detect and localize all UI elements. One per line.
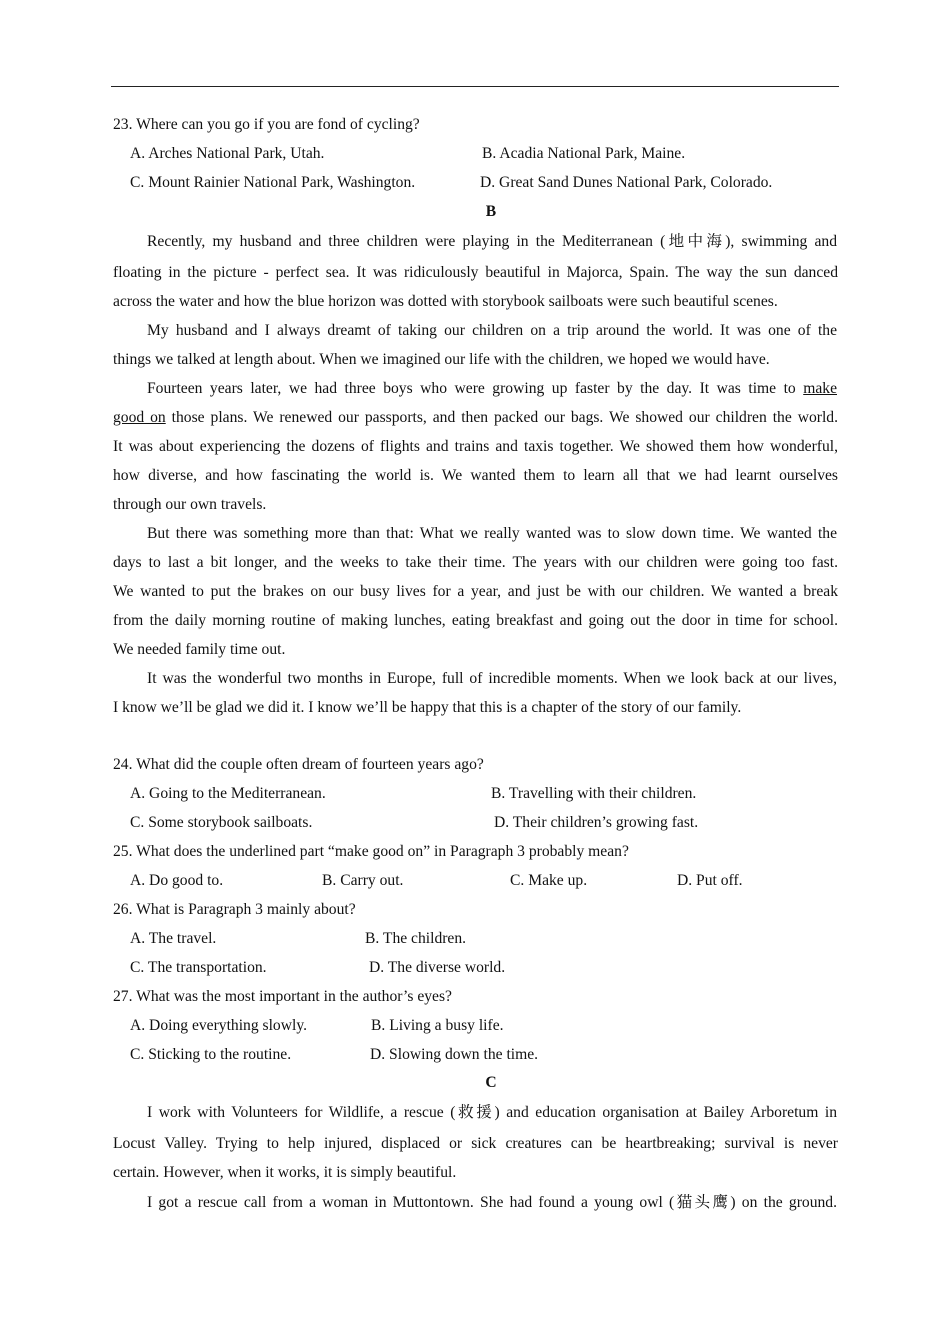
p3-text: those plans. We renewed our passports, and then packed our bags. We showed our children the world. (165, 409, 838, 426)
section-b-heading: B (485, 203, 497, 220)
section-b-p3-line1 (147, 379, 837, 399)
q26-question: 26. What is Paragraph 3 mainly about? (113, 901, 356, 918)
section-b-p2-line1: My husband and I always dreamt of taking our children on a trip around the world. It was one of the (147, 322, 837, 339)
section-b-p1-line1: Recently, my husband and three children were playing in the Mediterranean (地中海), swimming and (147, 233, 837, 250)
section-b-p4-line3: We wanted to put the brakes on our busy lives for a year, and just be with our children. We wanted a break (113, 583, 838, 600)
q25-option-d: D. Put off. (677, 872, 743, 889)
section-b-p3-line4: how diverse, and how fascinating the world is. We wanted them to learn all that we had learnt ourselves (113, 467, 838, 484)
section-b-p1-line3: across the water and how the blue horizon was dotted with storybook sailboats were such beautiful scenes. (113, 293, 778, 310)
q23-option-c: C. Mount Rainier National Park, Washington. (130, 174, 416, 191)
section-c-p1-line1: I work with Volunteers for Wildlife, a rescue (救援) and education organisation at Bailey Arboretum in (147, 1104, 837, 1121)
q26-option-a: A. The travel. (130, 930, 217, 947)
underlined-phrase: make (803, 380, 837, 397)
section-b-p4-line5: We needed family time out. (113, 641, 286, 658)
q24-option-c: C. Some storybook sailboats. (130, 814, 313, 831)
q27-option-b: B. Living a busy life. (371, 1017, 504, 1034)
section-b-p3-line5: through our own travels. (113, 496, 267, 513)
q26-option-b: B. The children. (365, 930, 467, 947)
section-b-p5-line1: It was the wonderful two months in Europe, full of incredible moments. When we look back at our lives, (147, 670, 837, 687)
q23-option-d: D. Great Sand Dunes National Park, Colorado. (480, 174, 773, 191)
section-b-p2-line2: things we talked at length about. When we imagined our life with the children, we hoped we would have. (113, 351, 770, 368)
q23-question: 23. Where can you go if you are fond of cycling? (113, 116, 420, 133)
q24-question: 24. What did the couple often dream of fourteen years ago? (113, 756, 484, 773)
q26-option-d: D. The diverse world. (369, 959, 506, 976)
q25-question: 25. What does the underlined part “make good on” in Paragraph 3 probably mean? (113, 843, 629, 860)
section-b-p4-line4: from the daily morning routine of making lunches, eating breakfast and going out the door in time for school. (113, 612, 838, 629)
section-c-p2-line1: I got a rescue call from a woman in Muttontown. She had found a young owl (猫头鹰) on the ground. (147, 1194, 837, 1211)
section-c-p1-line2: Locust Valley. Trying to help injured, displaced or sick creatures can be heartbreaking; survival is never (113, 1135, 838, 1152)
section-c-heading: C (485, 1074, 497, 1091)
q27-option-a: A. Doing everything slowly. (130, 1017, 307, 1034)
q25-option-b: B. Carry out. (322, 872, 404, 889)
q26-option-c: C. The transportation. (130, 959, 267, 976)
q27-option-c: C. Sticking to the routine. (130, 1046, 292, 1063)
q25-option-a: A. Do good to. (130, 872, 224, 889)
underlined-phrase: good on (113, 409, 166, 426)
q24-option-b: B. Travelling with their children. (491, 785, 697, 802)
q23-option-b: B. Acadia National Park, Maine. (482, 145, 686, 162)
section-b-p4-line2: days to last a bit longer, and the weeks to take their time. The years with our children were going too fast. (113, 554, 838, 571)
q27-option-d: D. Slowing down the time. (370, 1046, 539, 1063)
section-b-p5-line2: I know we’ll be glad we did it. I know we’ll be happy that this is a chapter of the story of our family. (113, 699, 742, 716)
section-b-p4-line1: But there was something more than that: What we really wanted was to slow down time. We wanted the (147, 525, 837, 542)
section-c-p1-line3: certain. However, when it works, it is simply beautiful. (113, 1164, 457, 1181)
q24-option-d: D. Their children’s growing fast. (494, 814, 699, 831)
section-b-p1-line2: floating in the picture - perfect sea. It was ridiculously beautiful in Majorca, Spain. The way the sun danced (113, 264, 838, 281)
header-rule (111, 86, 839, 87)
q27-question: 27. What was the most important in the author’s eyes? (113, 988, 452, 1005)
q23-option-a: A. Arches National Park, Utah. (130, 145, 325, 162)
q24-option-a: A. Going to the Mediterranean. (130, 785, 326, 802)
section-b-p3-line3: It was about experiencing the dozens of flights and trains and taxis together. We showed them how wonderful, (113, 438, 838, 455)
p3-text: Fourteen years later, we had three boys who were growing up faster by the day. It was time to (147, 380, 804, 397)
section-b-p3-line2 (113, 408, 838, 428)
q25-option-c: C. Make up. (510, 872, 588, 889)
